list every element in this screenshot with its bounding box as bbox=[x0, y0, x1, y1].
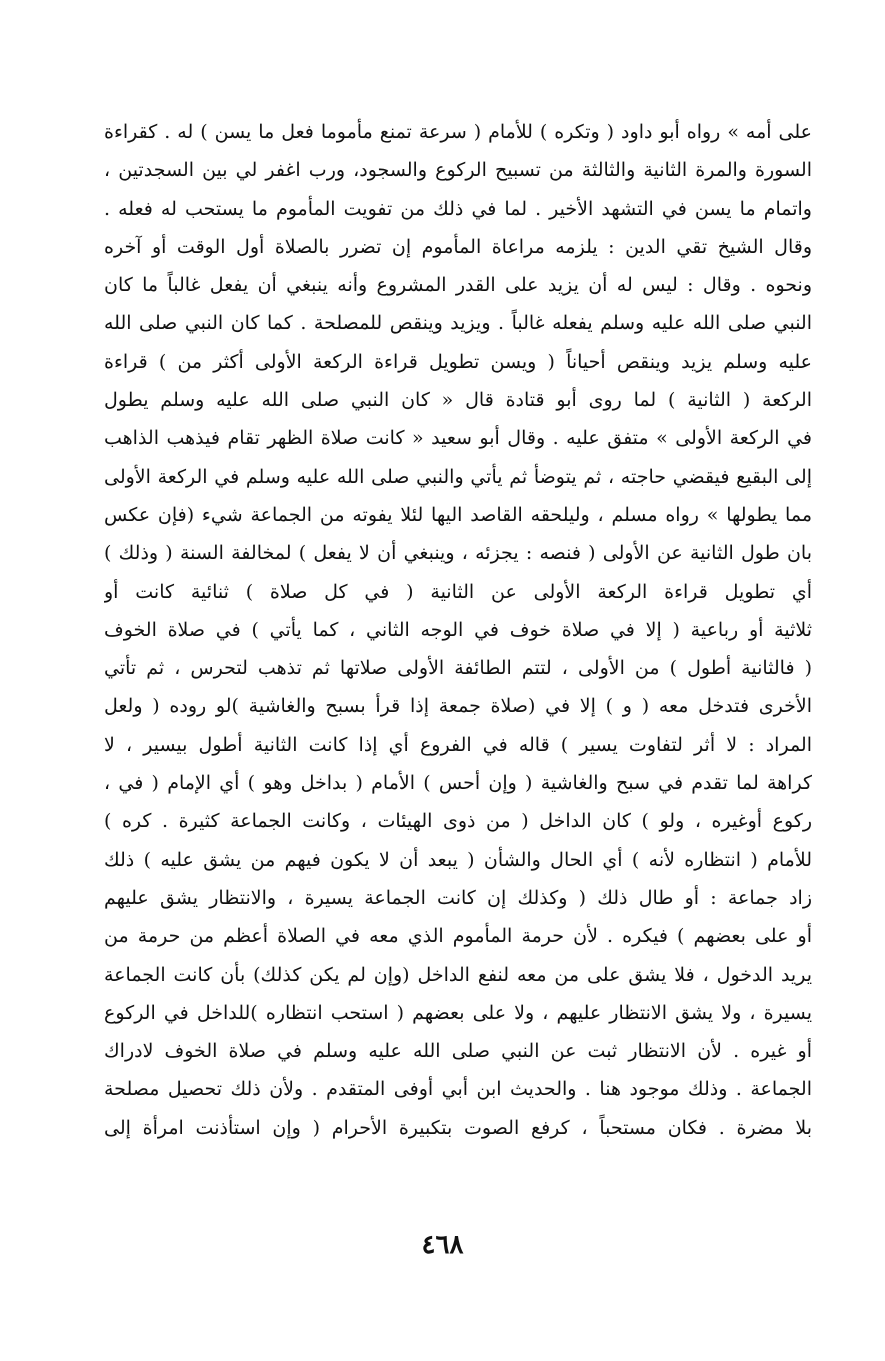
text-line: بان طول الثانية عن الأولى ( فنصه : يجزئه ، وينبغي أن لا يفعل ) لمخالفة السنة ( وذلك ) bbox=[104, 542, 812, 565]
text-line: إلى البقيع فيقضي حاجته ، ثم يتوضأ ثم يأتي والنبي صلى الله عليه وسلم في الركعة الأولى bbox=[104, 465, 812, 488]
text-line: السورة والمرة الثانية والثالثة من تسبيح الركوع والسجود، ورب اغفر لي بين السجدتين ، bbox=[104, 159, 812, 182]
text-line: كراهة لما تقدم في سبح والغاشية ( وإن أحس ) الأمام ( بداخل وهو ) أي الإمام ( في ، bbox=[104, 772, 812, 795]
text-line: ثلاثية أو رباعية ( إلا في صلاة خوف في الوجه الثاني ، كما يأتي ) في صلاة الخوف bbox=[104, 618, 812, 641]
page-number: ٤٦٨ bbox=[421, 1230, 464, 1260]
text-line: الركعة ( الثانية ) لما روى أبو قتادة قال « كان النبي صلى الله عليه وسلم يطول bbox=[104, 389, 812, 412]
text-line: الأخرى فتدخل معه ( و ) إلا في (صلاة جمعة إذا قرأ بسبح والغاشية )لو روده ( ولعل bbox=[104, 695, 812, 718]
text-line: واتمام ما يسن في التشهد الأخير . لما في ذلك من تفويت المأموم ما يستحب له فعله . bbox=[104, 197, 812, 220]
text-line: أو غيره . لأن الانتظار ثبت عن النبي صلى الله عليه وسلم في صلاة الخوف لادراك bbox=[104, 1040, 812, 1063]
text-line: يسيرة ، ولا يشق الانتظار عليهم ، ولا على بعضهم ( استحب انتظاره )للداخل في الركوع bbox=[104, 1001, 812, 1024]
text-line: ركوع أوغيره ، ولو ) كان الداخل ( من ذوى الهيئات ، وكانت الجماعة كثيرة . كره ) bbox=[104, 810, 812, 833]
text-line: للأمام ( انتظاره لأنه ) أي الحال والشأن ( يبعد أن لا يكون فيهم من يشق عليه ) ذلك bbox=[104, 848, 812, 871]
body-text bbox=[104, 113, 812, 1147]
text-line: ونحوه . وقال : ليس له أن يزيد على القدر المشروع وأنه ينبغي أن يفعل غالباً ما كان bbox=[104, 274, 812, 297]
text-line: أي تطويل قراءة الركعة الأولى عن الثانية ( في كل صلاة ) ثنائية كانت أو bbox=[104, 580, 812, 603]
text-line: بلا مضرة . فكان مستحباً ، كرفع الصوت بتكبيرة الأحرام ( وإن استأذنت امرأة إلى bbox=[104, 1116, 812, 1139]
text-line: الجماعة . وذلك موجود هنا . والحديث ابن أبي أوفى المتقدم . ولأن ذلك تحصيل مصلحة bbox=[104, 1078, 812, 1101]
text-line: على أمه » رواه أبو داود ( وتكره ) للأمام ( سرعة تمنع مأموما فعل ما يسن ) له . كقراءة bbox=[104, 121, 812, 143]
text-line: مما يطولها » رواه مسلم ، وليلحقه القاصد اليها لئلا يفوته من الجماعة شيء (فإن عكس bbox=[104, 503, 812, 526]
text-line: المراد : لا أثر لتفاوت يسير ) قاله في الفروع أي إذا كانت الثانية أطول بيسير ، لا bbox=[104, 733, 812, 756]
text-line: ( فالثانية أطول ) من الأولى ، لتتم الطائفة الأولى صلاتها ثم تذهب لتحرس ، ثم تأتي bbox=[104, 657, 812, 680]
text-line: أو على بعضهم ) فيكره . لأن حرمة المأموم الذي معه في الصلاة أعظم من حرمة من bbox=[104, 925, 812, 948]
text-line: وقال الشيخ تقي الدين : يلزمه مراعاة المأموم إن تضرر بالصلاة أول الوقت أو آخره bbox=[104, 235, 812, 258]
text-line: النبي صلى الله عليه وسلم يفعله غالباً . ويزيد وينقص للمصلحة . كما كان النبي صلى الله bbox=[104, 312, 812, 335]
text-line: يريد الدخول ، فلا يشق على من معه لنفع الداخل (وإن لم يكن كذلك) بأن كانت الجماعة bbox=[104, 963, 812, 986]
text-line: زاد جماعة : أو طال ذلك ( وكذلك إن كانت الجماعة يسيرة ، والانتظار يشق عليهم bbox=[104, 886, 812, 909]
text-line: عليه وسلم يزيد وينقص أحياناً ( ويسن تطويل قراءة الركعة الأولى أكثر من ) قراءة bbox=[104, 350, 812, 373]
text-line: في الركعة الأولى » متفق عليه . وقال أبو سعيد « كانت صلاة الظهر تقام فيذهب الذاهب bbox=[104, 427, 812, 450]
